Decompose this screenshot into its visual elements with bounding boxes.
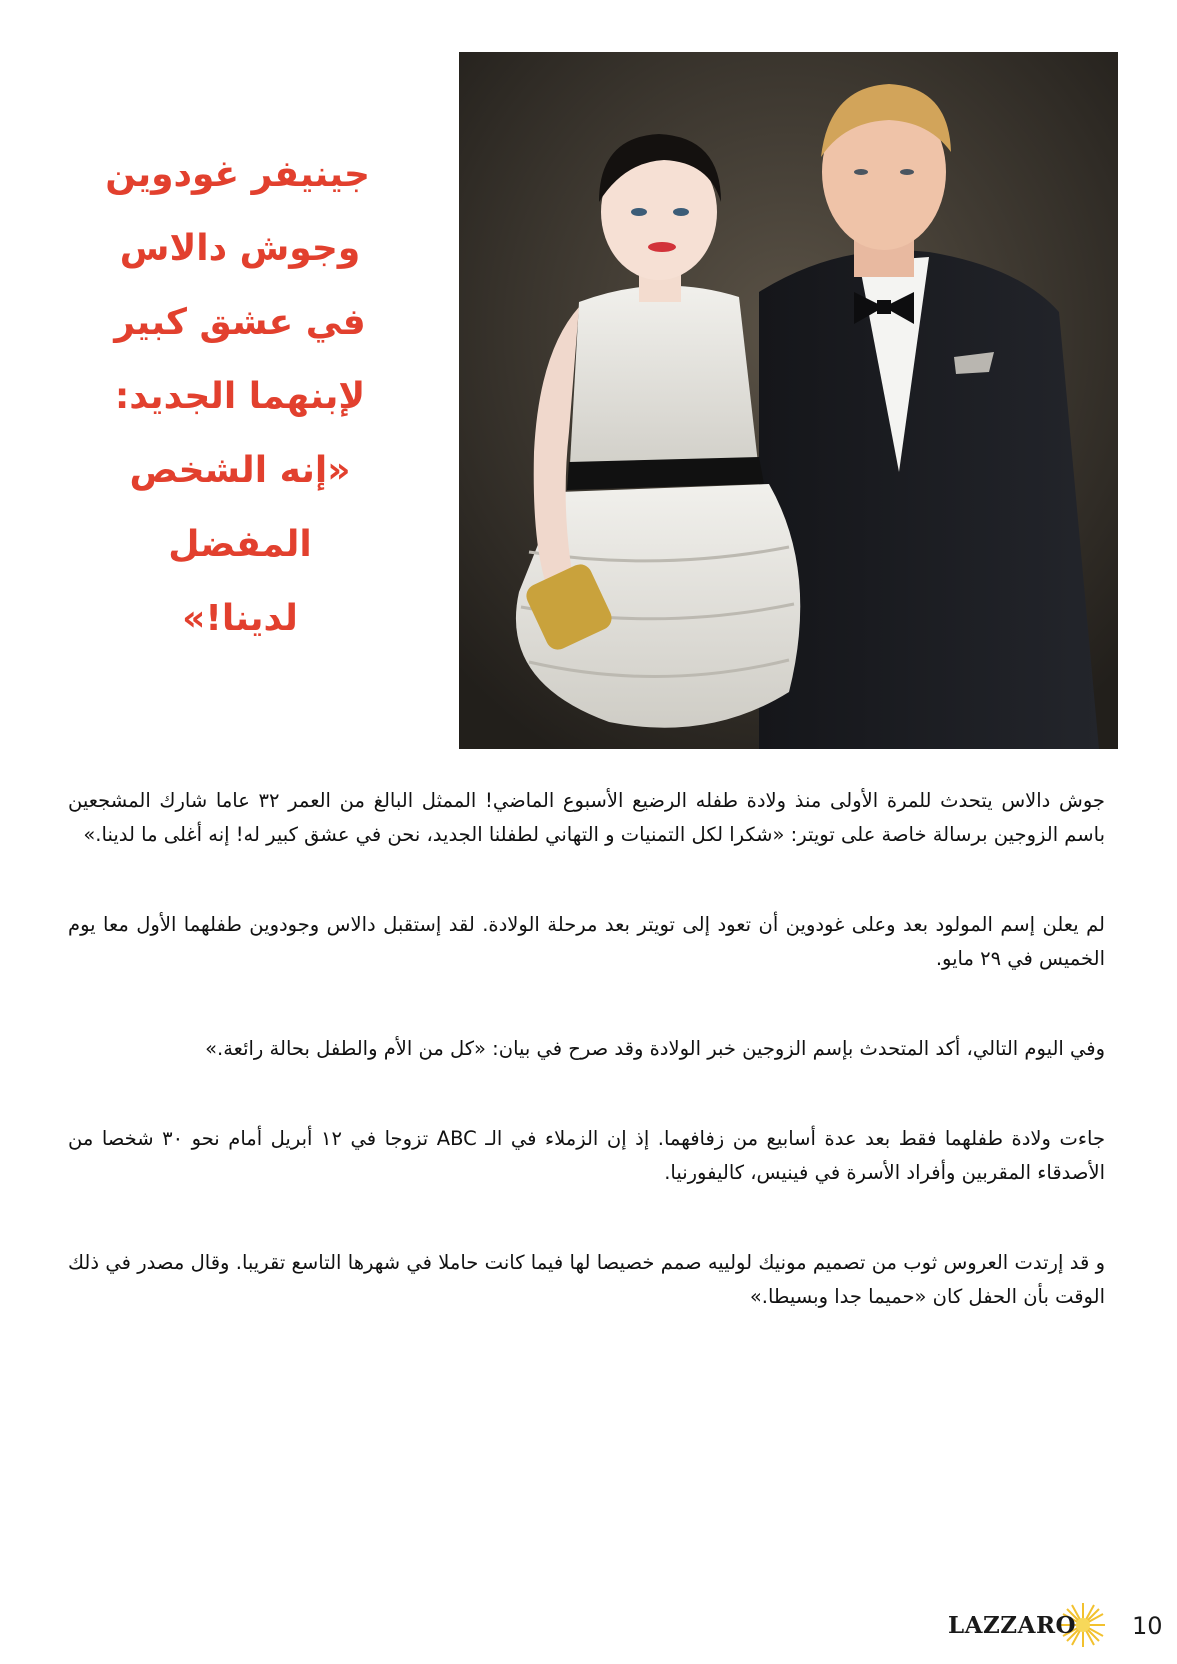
article-paragraph: جاءت ولادة طفلهما فقط بعد عدة أسابيع من زفافهما. إذ إن الزملاء في الـ ABC تزوجا في ١٢ أبريل أمام نحو ٣٠ شخصا من الأصدقاء المقربين وأفراد الأسرة في فينيس، كاليفورنيا. [68, 1127, 1105, 1184]
page-number: 10 [1132, 1612, 1163, 1640]
couple-photo [459, 52, 1118, 749]
headline-line: «إنه الشخص [129, 450, 351, 491]
headline-line: لدينا!» [182, 598, 298, 639]
article-paragraph: لم يعلن إسم المولود بعد وعلى غودوين أن تعود إلى تويتر بعد مرحلة الولادة. لقد إستقبل دالاس وجودوين طفلهما الأول معا يوم الخميس في ٢٩ مايو. [68, 913, 1105, 970]
lazzaro-logo [948, 1600, 1118, 1650]
headline-line: وجوش دالاس [119, 228, 361, 269]
article-paragraph: و قد إرتدت العروس ثوب من تصميم مونيك لولييه صمم خصيصا لها فيما كانت حاملا في شهرها التاسع تقريبا. وقال مصدر في ذلك الوقت بأن الحفل كان «حميما جدا وبسيطا.» [68, 1251, 1105, 1308]
article-paragraph: جوش دالاس يتحدث للمرة الأولى منذ ولادة طفله الرضيع الأسبوع الماضي! الممثل البالغ من العمر ٣٢ عاما شارك المشجعين باسم الزوجين برسالة خاصة على تويتر: «شكرا لكل التمنيات و التهاني لطفلنا الجديد، نحن في عشق كبير له! إنه أغلى ما لدينا.» [68, 789, 1105, 846]
article-body [68, 784, 1105, 1370]
headline-line: لإبنهما الجديد: [114, 376, 366, 417]
headline-line: في عشق كبير [114, 302, 366, 343]
headline-line: جينيفر غودوين [105, 154, 370, 195]
couple-photo-illustration [459, 52, 1118, 749]
headline [105, 138, 370, 656]
article-paragraph: وفي اليوم التالي، أكد المتحدث بإسم الزوجين خبر الولادة وقد صرح في بيان: «كل من الأم والطفل بحالة رائعة.» [205, 1037, 1105, 1060]
headline-line: المفضل [168, 524, 312, 565]
logo-text: LAZZARO [948, 1612, 1077, 1639]
